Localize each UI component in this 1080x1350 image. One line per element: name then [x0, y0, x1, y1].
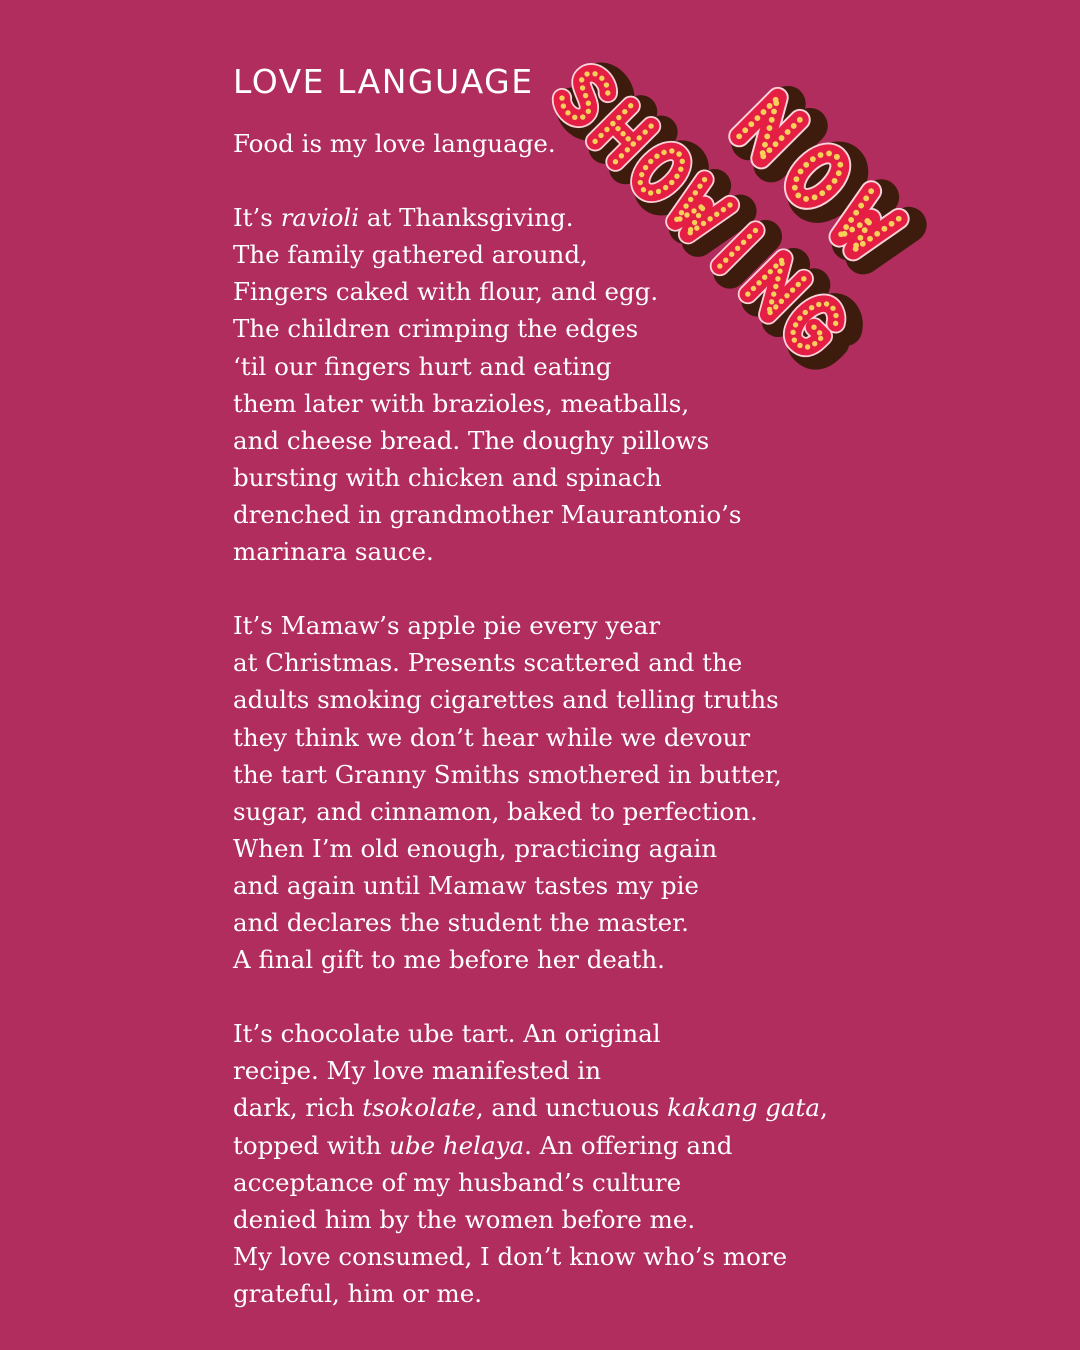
poem-line [233, 1127, 833, 1164]
line-text: . An offering and [524, 1130, 733, 1160]
line-text: It’s chocolate ube tart. An original [233, 1019, 661, 1049]
italic-phrase: tsokolate [362, 1093, 476, 1123]
poem-line [233, 1052, 833, 1089]
line-text: , [819, 1093, 828, 1123]
line-text: When I’m old enough, practicing again [233, 833, 718, 863]
line-text: ‘til our fingers hurt and eating [233, 351, 612, 381]
italic-phrase: ravioli [280, 203, 360, 233]
poem-line [233, 719, 833, 756]
now-showing-sign [560, 20, 1050, 580]
line-text: them later with brazioles, meatballs, [233, 388, 690, 418]
poem-line [233, 904, 833, 941]
line-text: The children crimping the edges [233, 314, 639, 344]
poem-line [233, 1164, 833, 1201]
line-text: adults smoking cigarettes and telling truths [233, 685, 779, 715]
stanza-break [233, 978, 833, 1015]
line-text: The family gathered around, [233, 240, 588, 270]
line-text: sugar, and cinnamon, baked to perfection. [233, 796, 758, 826]
line-text: at Christmas. Presents scattered and the [233, 648, 743, 678]
italic-phrase: ube helaya [389, 1130, 525, 1160]
poem-line [233, 607, 833, 644]
poem-line [233, 1015, 833, 1052]
line-text: topped with [233, 1130, 390, 1160]
poem-line [233, 830, 833, 867]
line-text: drenched in grandmother Maurantonio’s [233, 499, 742, 529]
line-text: acceptance of my husband’s culture [233, 1167, 682, 1197]
line-text: Food is my love language. [233, 129, 556, 158]
line-text: A final gift to me before her death. [233, 945, 665, 975]
poem-line [233, 793, 833, 830]
poem-line [233, 1089, 833, 1126]
line-text: marinara sauce. [233, 537, 434, 567]
line-text: It’s Mamaw’s apple pie every year [233, 611, 661, 641]
line-text: bursting with chicken and spinach [233, 462, 662, 492]
poem-line [233, 644, 833, 681]
line-text: , and unctuous [475, 1093, 668, 1123]
poem-line [233, 941, 833, 978]
line-text: Fingers caked with flour, and egg. [233, 277, 659, 307]
poem-line [233, 1275, 833, 1312]
poem-line [233, 681, 833, 718]
line-text: the tart Granny Smiths smothered in butter, [233, 759, 782, 789]
line-text: denied him by the women before me. [233, 1204, 696, 1234]
italic-phrase: kakang gata [667, 1093, 820, 1123]
line-text: at Thanksgiving. [359, 203, 574, 233]
line-text: and again until Mamaw tastes my pie [233, 870, 699, 900]
poem-line [233, 867, 833, 904]
line-text: they think we don’t hear while we devour [233, 722, 751, 752]
line-text: grateful, him or me. [233, 1278, 483, 1308]
line-text: recipe. My love manifested in [233, 1056, 601, 1086]
line-text: My love consumed, I don’t know who’s more [233, 1241, 788, 1271]
now-showing-graphic [560, 20, 1050, 580]
line-text: and cheese bread. The doughy pillows [233, 425, 710, 455]
poem-line [233, 756, 833, 793]
line-text: It’s [233, 203, 281, 233]
line-text: and declares the student the master. [233, 907, 689, 937]
page-title: LOVE LANGUAGE [233, 62, 534, 101]
poem-line [233, 1238, 833, 1275]
line-text: dark, rich [233, 1093, 363, 1123]
poem-line [233, 1201, 833, 1238]
